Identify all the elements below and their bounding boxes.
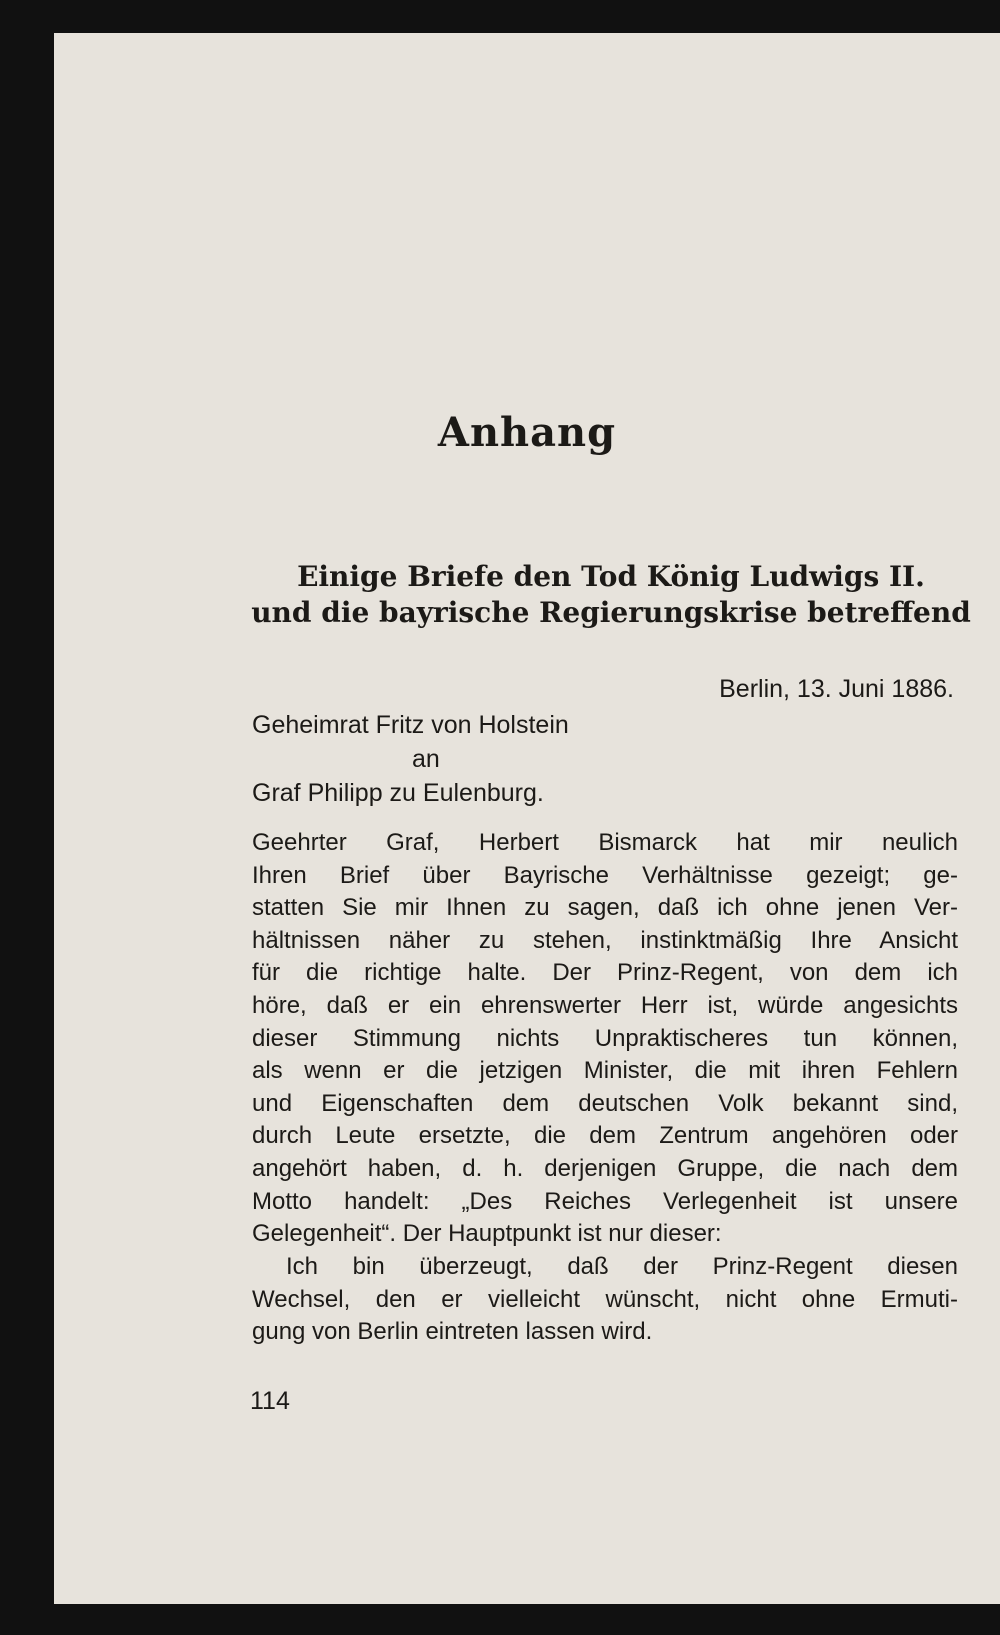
subtitle-line: und die bayrische Regierungskrise betreffend	[251, 596, 971, 629]
text-line: für die richtige halte. Der Prinz-Regent, von dem ich	[252, 959, 958, 987]
text-line: statten Sie mir Ihnen zu sagen, daß ich ohne jenen Ver-	[252, 894, 958, 922]
text-line: Wechsel, den er vielleicht wünscht, nicht ohne Ermuti-	[252, 1285, 958, 1313]
text-line: Gelegenheit“. Der Hauptpunkt ist nur dieser:	[252, 1220, 722, 1248]
text-line: angehört haben, d. h. derjenigen Gruppe, die nach dem	[252, 1154, 958, 1182]
letter-paragraph-2	[252, 1251, 958, 1349]
subtitle-line: Einige Briefe den Tod König Ludwigs II.	[297, 560, 925, 593]
text-line: Geehrter Graf, Herbert Bismarck hat mir neulich	[252, 829, 958, 856]
text-line: Ihren Brief über Bayrische Verhältnisse gezeigt; ge-	[252, 861, 958, 889]
letter-dateline: Berlin, 13. Juni 1886.	[719, 675, 954, 703]
text-line: als wenn er die jetzigen Minister, die mit ihren Fehlern	[252, 1057, 958, 1085]
letter-paragraph-1	[252, 827, 958, 1251]
text-line: durch Leute ersetzte, die dem Zentrum angehören oder	[252, 1122, 958, 1150]
letter-recipient: Graf Philipp zu Eulenburg.	[252, 779, 544, 807]
letter-connector: an	[412, 745, 440, 773]
text-line: Motto handelt: „Des Reiches Verlegenheit ist unsere	[252, 1187, 958, 1215]
text-line: höre, daß er ein ehrenswerter Herr ist, würde angesichts	[252, 991, 958, 1019]
page-title: Anhang	[437, 409, 617, 456]
section-subtitle	[251, 559, 971, 631]
text-line: hältnissen näher zu stehen, instinktmäßig Ihre Ansicht	[252, 926, 958, 954]
text-line: gung von Berlin eintreten lassen wird.	[252, 1318, 653, 1346]
letter-sender: Geheimrat Fritz von Holstein	[252, 711, 569, 739]
text-line: Ich bin überzeugt, daß der Prinz-Regent diesen	[286, 1253, 958, 1280]
document-page	[54, 33, 1000, 1604]
text-line: dieser Stimmung nichts Unpraktischeres tun können,	[252, 1024, 958, 1052]
page-number: 114	[250, 1387, 290, 1415]
text-line: und Eigenschaften dem deutschen Volk bekannt sind,	[252, 1089, 958, 1117]
